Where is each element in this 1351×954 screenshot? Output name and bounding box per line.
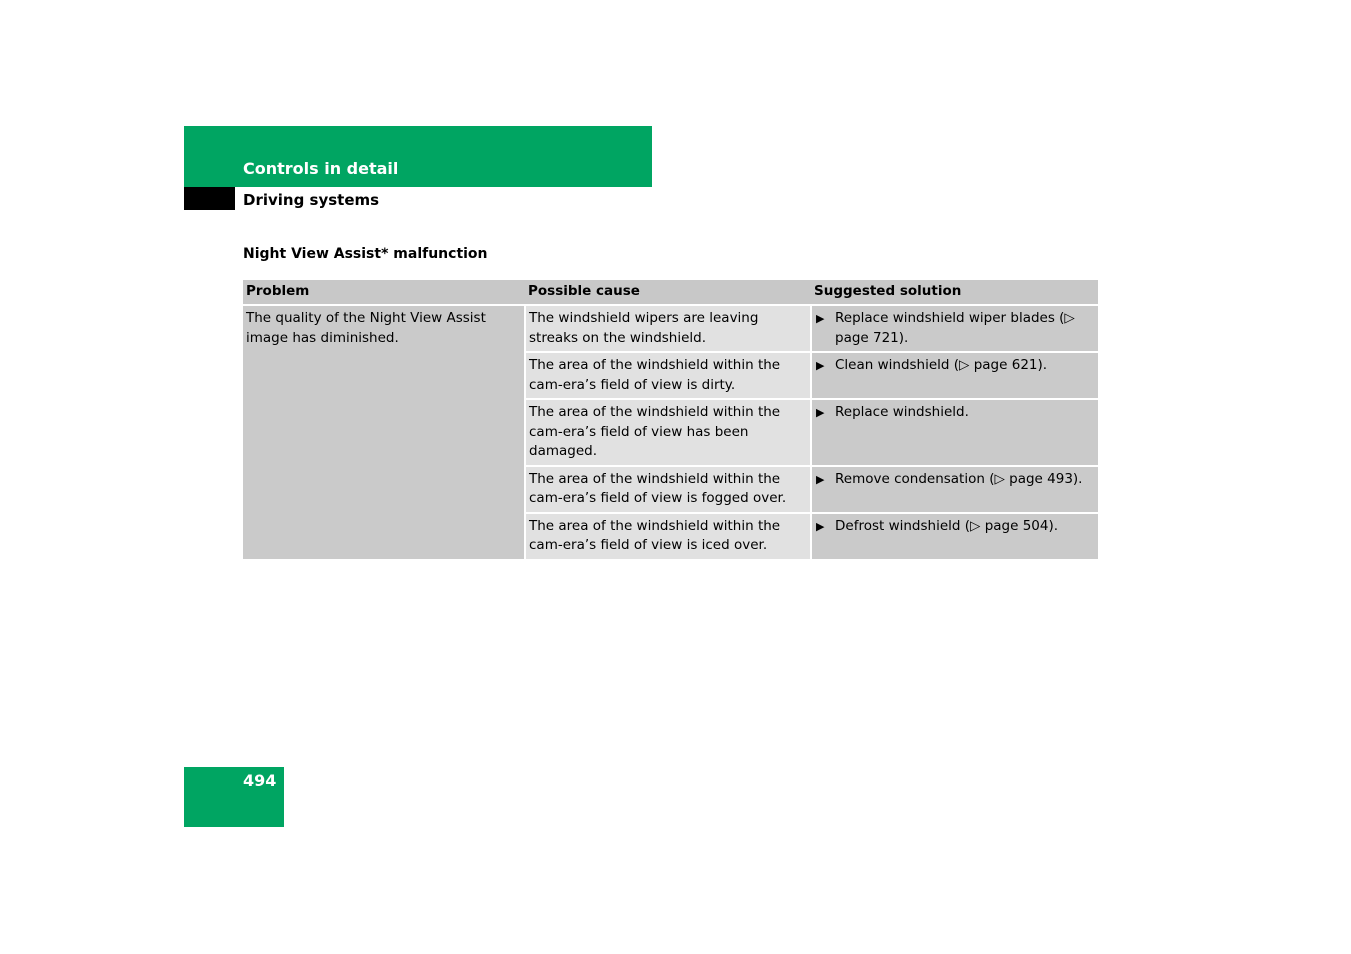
page-number: 494 (243, 771, 277, 790)
solution-cell (811, 305, 1098, 352)
subsection-title: Driving systems (243, 191, 380, 209)
solution-cell (811, 352, 1098, 399)
section-marker-tab (184, 187, 235, 210)
column-header-suggested-solution: Suggested solution (811, 280, 1098, 305)
cause-cell: The area of the windshield within the cam-era’s field of view is iced over. (525, 513, 811, 559)
arrow-right-icon: ▶ (816, 472, 825, 486)
solution-cell (811, 399, 1098, 466)
solution-text: Replace windshield wiper blades (▷ page 721). (835, 310, 1075, 346)
section-title: Controls in detail (243, 159, 399, 178)
arrow-right-icon: ▶ (816, 359, 825, 372)
solution-text: Clean windshield (▷ page 621). (835, 357, 1048, 373)
solution-cell (811, 513, 1098, 559)
cause-cell: The area of the windshield within the cam-era’s field of view is dirty. (525, 352, 811, 399)
solution-cell (811, 466, 1098, 513)
table-caption: Night View Assist* malfunction (243, 246, 488, 262)
arrow-right-icon: ▶ (816, 312, 825, 325)
arrow-right-icon: ▶ (816, 519, 825, 533)
solution-text: Defrost windshield (▷ page 504). (835, 517, 1059, 534)
troubleshooting-table (243, 280, 1098, 559)
cause-cell: The area of the windshield within the cam-era’s field of view is fogged over. (525, 466, 811, 513)
table-row (243, 305, 1098, 352)
table-header-row (243, 280, 1098, 305)
arrow-right-icon: ▶ (816, 406, 825, 419)
solution-text: Replace windshield. (835, 404, 969, 420)
solution-text: Remove condensation (▷ page 493). (835, 470, 1083, 487)
column-header-problem: Problem (243, 280, 525, 305)
column-header-possible-cause: Possible cause (525, 280, 811, 305)
cause-cell: The windshield wipers are leaving streaks on the windshield. (525, 305, 811, 352)
problem-cell: The quality of the Night View Assist image has diminished. (243, 305, 525, 559)
cause-cell: The area of the windshield within the cam-era’s field of view has been damaged. (525, 399, 811, 466)
